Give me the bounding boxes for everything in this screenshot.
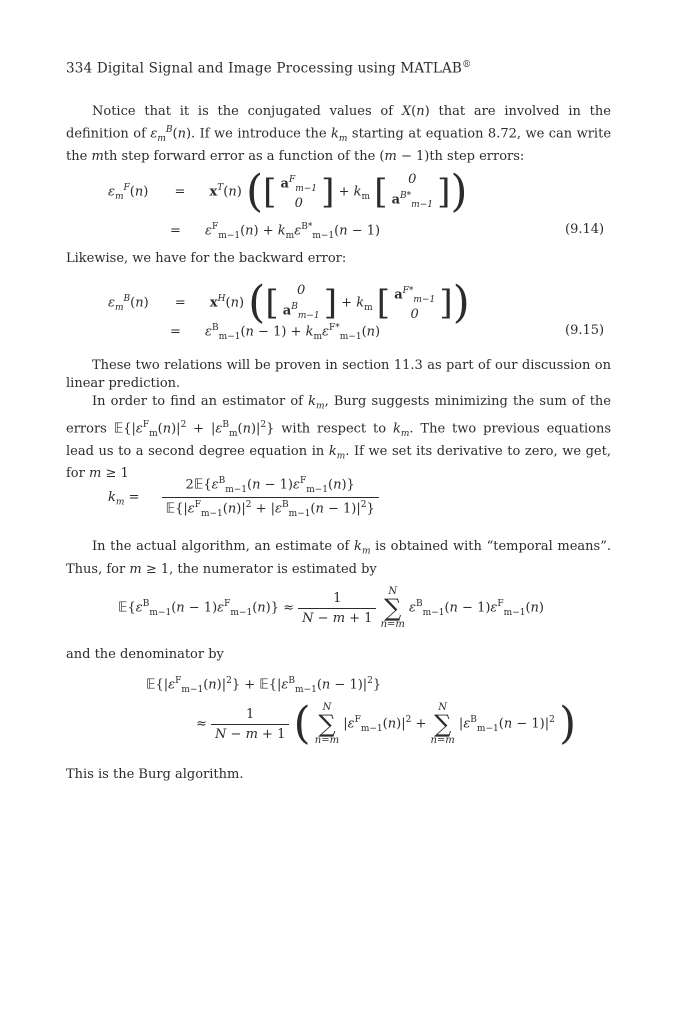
paragraph-backward: Likewise, we have for the backward error: (66, 251, 347, 266)
running-header (66, 60, 471, 77)
paragraph-conclusion: This is the Burg algorithm. (66, 767, 244, 782)
page-number: 334 (66, 60, 93, 77)
equation-9-14-line2: = $\varepsilon^F_{m-1}(n) + k_m\varepsilon^{B*}_{m-1}(n - 1)$ (170, 222, 381, 241)
numerator-estimate-equation: $𝔼\{\varepsilon^B_{m-1}(n - 1)\varepsilon^F_{m-1}(n)\}$ ≈ $\frac{1}{N - m + 1}$ N ∑ n=m $\varepsilon^B_{m-1}(n - 1)\varepsilon^F_{m-1}(n)$ (118, 586, 544, 630)
denominator-estimate-line1: $𝔼\{|\varepsilon^F_{m-1}(n)|^2\}$ + $𝔼\{|\varepsilon^B_{m-1}(n - 1)|^2\}$ (146, 676, 382, 695)
registered-mark: ® (462, 60, 472, 70)
paragraph-relations: These two relations will be proven in section 11.3 as part of our discussion on linear prediction. (66, 358, 611, 391)
equation-9-14-line1: $\varepsilon_m^F(n) = x^T(n)$ ([ $a^F_{m-1}$ 0 ] + $k_m$ [ 0 $a^{B*}_{m-1}$ ]) (108, 166, 468, 217)
equation-number-9-15: (9.15) (565, 323, 605, 338)
equation-9-15-line2: = $\varepsilon^B_{m-1}(n - 1) + k_m\varepsilon^{F*}_{m-1}(n)$ (170, 323, 381, 342)
equation-9-15-line1: $\varepsilon_m^B(n) = x^H(n)$ ([ 0 $a^B_{m-1}$ ] + $k_m$ [ $a^{F*}_{m-1}$ 0 ]) (108, 277, 470, 328)
paragraph-burg-estimator: In order to find an estimator of $k_m$, Burg suggests minimizing the sum of the errors $𝔼\{|\varepsilon^F_m(n)|^2 + |\varepsilon^B_m(n)|^2\}$ with respect to $k_m$. The two previous equations lead us to a second degree equation in $k_m$. If we set its derivative to zero, we get, for m ≥ 1 (66, 394, 611, 482)
paragraph-intro: Notice that it is the conjugated values of X(n) that are involved in the definition of $\varepsilon_m^B(n)$. If we introduce the $k_m$ starting at equation 8.72, we can write the mth step forward error as a function of the (m − 1)th step errors: (66, 104, 612, 164)
paragraph-denominator: and the denominator by (66, 647, 224, 662)
paragraph-temporal-means: In the actual algorithm, an estimate of $k_m$ is obtained with “temporal means”. Thus, for m ≥ 1, the numerator is estimated by (66, 539, 611, 577)
equation-number-9-14: (9.14) (565, 222, 605, 237)
book-title: Digital Signal and Image Processing using MATLAB (96, 60, 463, 77)
km-equation: $k_m$ = $\frac{2𝔼\{\varepsilon^B_{m-1}(n - 1)\varepsilon^F_{m-1}(n)\}}{𝔼\{|\varepsilon^F_{m-1}(n)|^2 + |\varepsilon^B_{m-1}(n - 1)|^2\}}$ (108, 476, 379, 519)
denominator-estimate-line2: ≈ $\frac{1}{N - m + 1}$ ( N ∑ n=m $|\varepsilon^F_{m-1}(n)|^2$ + N ∑ n=m $|\varepsilon^B_{m-1}(n - 1)|^2$ ) (196, 698, 577, 749)
